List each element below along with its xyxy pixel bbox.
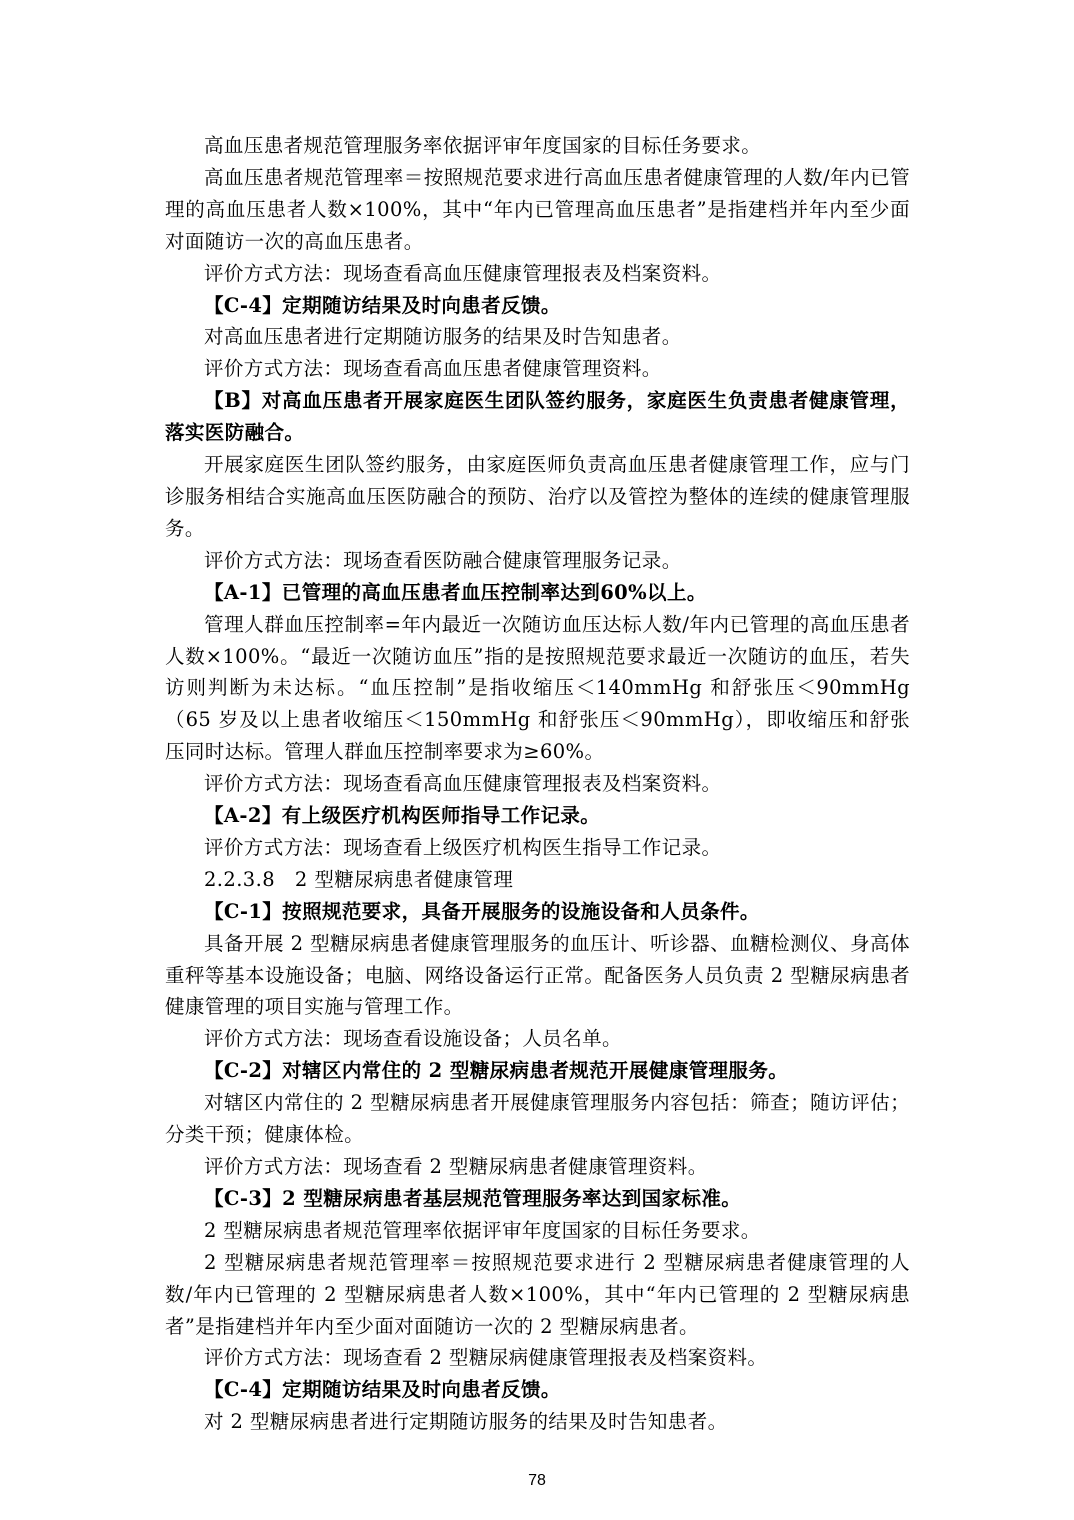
paragraph: 2.2.3.8 2 型糖尿病患者健康管理 [204,867,514,891]
paragraph: 对辖区内常住的 2 型糖尿病患者开展健康管理服务内容包括：筛查；随访评估；分类干预；健康体检。 [165,1091,910,1147]
paragraph: 2 型糖尿病患者规范管理率＝按照规范要求进行 2 型糖尿病患者健康管理的人数/年内已管理的 2 型糖尿病患者人数×100%，其中“年内已管理的 2 型糖尿病患者”是指建档并年内至少面对面随访一次的 2 型糖尿病患者。 [165,1250,910,1338]
section-heading: 【C-3】2 型糖尿病患者基层规范管理服务率达到国家标准。 [204,1186,742,1210]
paragraph: 高血压患者规范管理服务率依据评审年度国家的目标任务要求。 [204,134,762,157]
paragraph: 评价方式方法：现场查看 2 型糖尿病患者健康管理资料。 [204,1155,708,1178]
paragraph: 2 型糖尿病患者规范管理率依据评审年度国家的目标任务要求。 [204,1218,761,1242]
paragraph: 高血压患者规范管理率＝按照规范要求进行高血压患者健康管理的人数/年内已管理的高血压患者人数×100%，其中“年内已管理高血压患者”是指建档并年内至少面对面随访一次的高血压患者。 [165,165,910,253]
paragraph: 评价方式方法：现场查看上级医疗机构医生指导工作记录。 [204,835,722,859]
section-heading: 【A-2】有上级医疗机构医师指导工作记录。 [204,804,601,828]
paragraph: 管理人群血压控制率=年内最近一次随访血压达标人数/年内已管理的高血压患者人数×100%。“最近一次随访血压”指的是按照规范要求最近一次随访的血压，若失访则判断为未达标。“血压控制”是指收缩压＜140mmHg 和舒张压＜90mmHg（65 岁及以上患者收缩压＜150mmHg 和舒张压＜90mmHg），即收缩压和舒张压同时达标。管理人群血压控制率要求为≥60%。 [165,612,910,764]
paragraph: 评价方式方法：现场查看设施设备；人员名单。 [204,1027,622,1051]
section-heading: 【B】对高血压患者开展家庭医生团队签约服务，家庭医生负责患者健康管理，落实医防融合。 [165,389,910,445]
paragraph: 评价方式方法：现场查看高血压患者健康管理资料。 [204,357,662,381]
section-heading: 【C-2】对辖区内常住的 2 型糖尿病患者规范开展健康管理服务。 [204,1059,789,1083]
section-heading: 【C-4】定期随访结果及时向患者反馈。 [204,1378,561,1402]
page-number: 78 [528,1472,546,1489]
section-heading: 【C-1】按照规范要求，具备开展服务的设施设备和人员条件。 [204,899,760,923]
paragraph: 评价方式方法：现场查看高血压健康管理报表及档案资料。 [204,772,722,796]
paragraph: 评价方式方法：现场查看高血压健康管理报表及档案资料。 [204,261,722,285]
body-text [165,130,910,1438]
paragraph: 开展家庭医生团队签约服务，由家庭医师负责高血压患者健康管理工作，应与门诊服务相结合实施高血压医防融合的预防、治疗以及管控为整体的连续的健康管理服务。 [165,453,910,540]
paragraph: 评价方式方法：现场查看医防融合健康管理服务记录。 [204,548,682,572]
paragraph: 具备开展 2 型糖尿病患者健康管理服务的血压计、听诊器、血糖检测仪、身高体重秤等基本设施设备；电脑、网络设备运行正常。配备医务人员负责 2 型糖尿病患者健康管理的项目实施与管理工作。 [165,931,910,1019]
paragraph: 评价方式方法：现场查看 2 型糖尿病健康管理报表及档案资料。 [204,1346,768,1370]
section-heading: 【A-1】已管理的高血压患者血压控制率达到60%以上。 [204,580,707,604]
paragraph: 对高血压患者进行定期随访服务的结果及时告知患者。 [204,325,682,349]
paragraph: 对 2 型糖尿病患者进行定期随访服务的结果及时告知患者。 [204,1410,728,1434]
section-heading: 【C-4】定期随访结果及时向患者反馈。 [204,293,561,317]
